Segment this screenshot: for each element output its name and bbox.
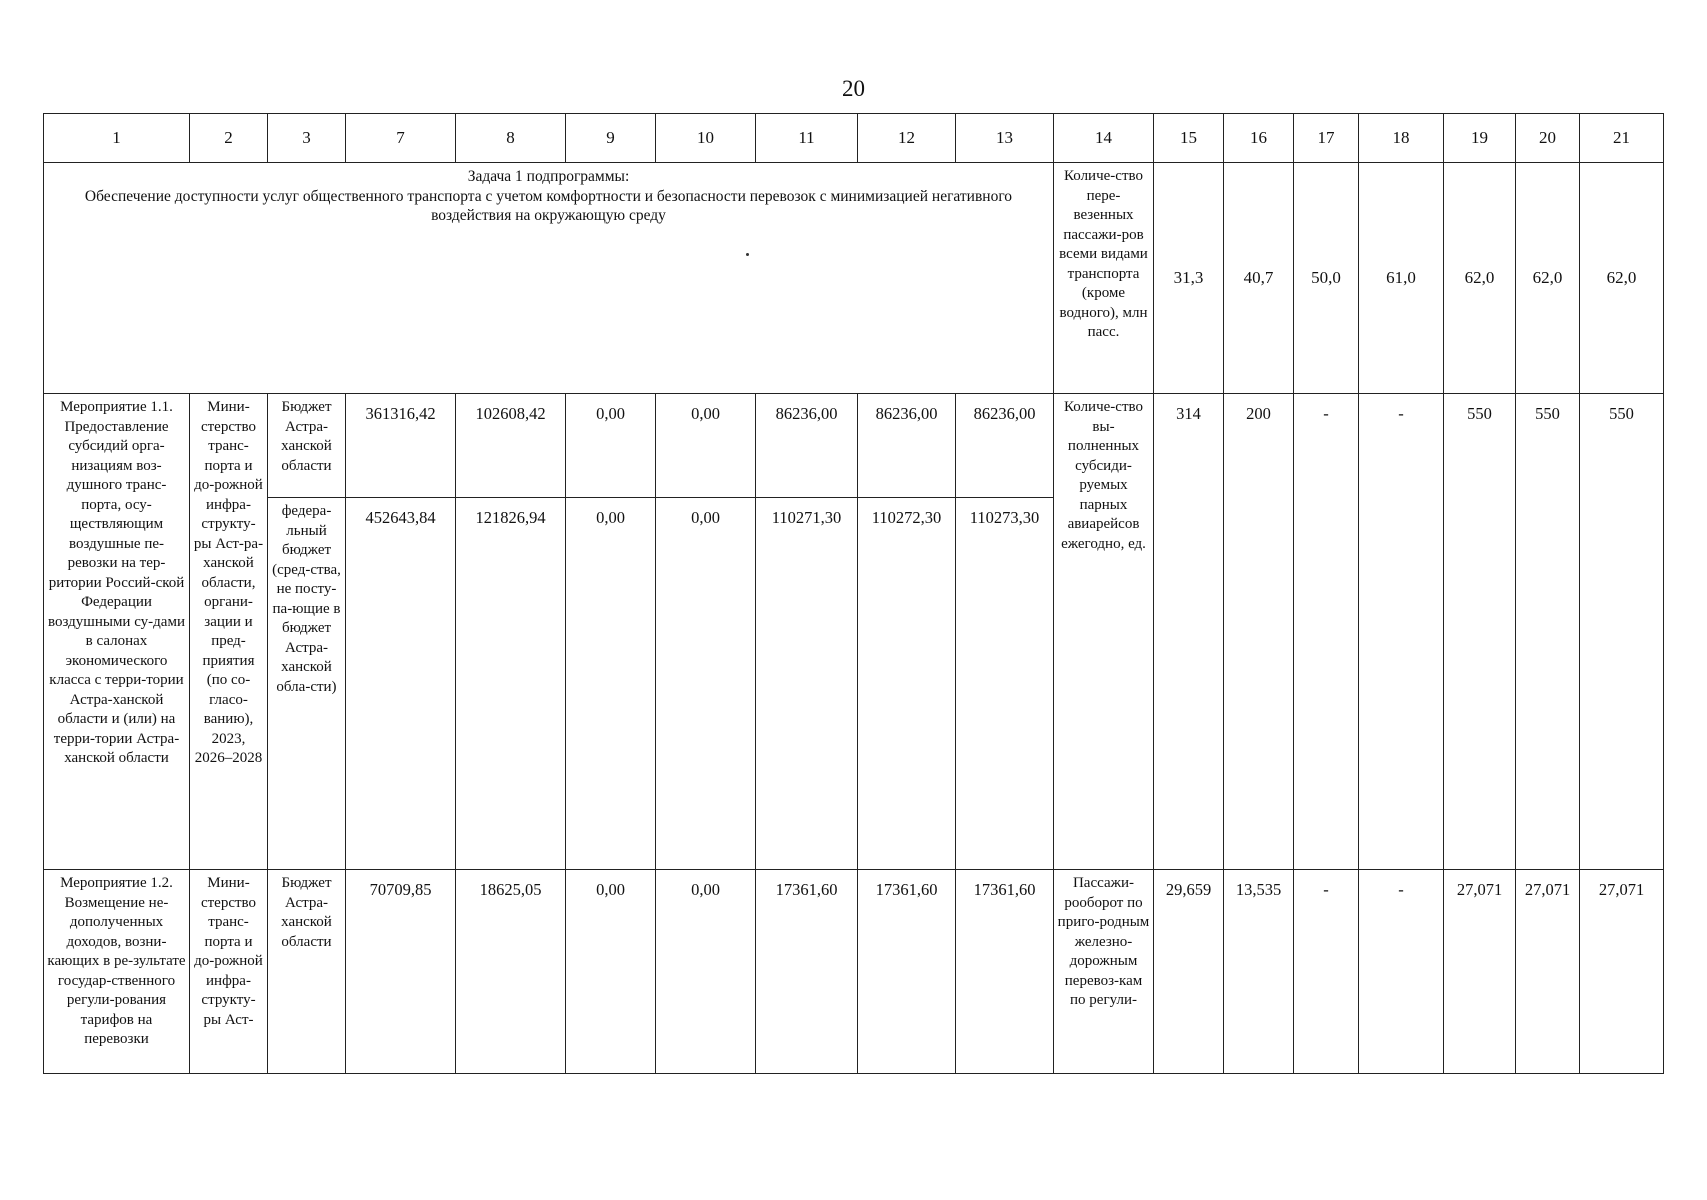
col-header: 19 [1444,114,1516,163]
indicator-value: 27,071 [1580,870,1664,1074]
amount-cell: 86236,00 [858,394,956,498]
indicator-value: 27,071 [1516,870,1580,1074]
task-value: 62,0 [1580,163,1664,394]
amount-cell: 70709,85 [346,870,456,1074]
col-header: 20 [1516,114,1580,163]
amount-cell: 0,00 [656,498,756,870]
amount-cell: 17361,60 [956,870,1054,1074]
indicator-value: 27,071 [1444,870,1516,1074]
col-header: 10 [656,114,756,163]
amount-cell: 361316,42 [346,394,456,498]
measure-1-1-name: Мероприятие 1.1. Предоставление субсидий орга-низациям воз-душного транс-порта, осу-ществляющим воздушные пе-ревозки на тер-ритории Россий-ской Федерации воздушными су-дами в салонах экономического класса с терри-тории Астра-ханской области и (или) на терри-тории Астра-ханской области [44,394,190,870]
col-header: 2 [190,114,268,163]
amount-cell: 17361,60 [858,870,956,1074]
task-value: 61,0 [1359,163,1444,394]
indicator-value: 550 [1580,394,1664,870]
col-header: 17 [1294,114,1359,163]
page-number: 20 [842,76,865,101]
amount-cell: 110273,30 [956,498,1054,870]
measure-1-2-executor: Мини-стерство транс-порта и до-рожной инфра-структу-ры Аст- [190,870,268,1074]
task-indicator: Количе-ство пере-везенных пассажи-ров всеми видами транспорта (кроме водного), млн пасс. [1054,163,1154,394]
amount-cell: 0,00 [566,870,656,1074]
indicator-value: - [1294,394,1359,870]
scan-speck [746,253,749,256]
indicator-value: 550 [1444,394,1516,870]
amount-cell: 452643,84 [346,498,456,870]
col-header: 9 [566,114,656,163]
col-header: 1 [44,114,190,163]
amount-cell: 102608,42 [456,394,566,498]
indicator-value: - [1359,870,1444,1074]
col-header: 11 [756,114,858,163]
indicator-value: 314 [1154,394,1224,870]
indicator-value: 13,535 [1224,870,1294,1074]
indicator-value: - [1294,870,1359,1074]
measure-1-2-name: Мероприятие 1.2. Возмещение не-дополученных доходов, возни-кающих в ре-зультате государ-ственного регули-рования тарифов на перевозки [44,870,190,1074]
amount-cell: 17361,60 [756,870,858,1074]
col-header: 21 [1580,114,1664,163]
amount-cell: 86236,00 [956,394,1054,498]
task-value: 40,7 [1224,163,1294,394]
task-value: 62,0 [1444,163,1516,394]
amount-cell: 0,00 [656,870,756,1074]
indicator-value: - [1359,394,1444,870]
col-header: 14 [1054,114,1154,163]
task-value: 50,0 [1294,163,1359,394]
measure-1-1-indicator: Количе-ство вы-полненных субсиди-руемых парных авиарейсов ежегодно, ед. [1054,394,1154,870]
col-header: 18 [1359,114,1444,163]
program-table [43,113,1664,1074]
col-header: 15 [1154,114,1224,163]
amount-cell: 0,00 [566,394,656,498]
col-header: 13 [956,114,1054,163]
funding-source-regional: Бюджет Астра-ханской области [268,870,346,1074]
col-header: 8 [456,114,566,163]
task-description [44,163,1054,394]
column-number-row [44,114,1664,163]
measure-1-1-regional-row [44,394,1664,498]
amount-cell: 86236,00 [756,394,858,498]
col-header: 16 [1224,114,1294,163]
measure-1-2-row [44,870,1664,1074]
amount-cell: 18625,05 [456,870,566,1074]
amount-cell: 0,00 [656,394,756,498]
task-value: 62,0 [1516,163,1580,394]
col-header: 3 [268,114,346,163]
indicator-value: 29,659 [1154,870,1224,1074]
task-goal: Обеспечение доступности услуг общественного транспорта с учетом комфортности и безопасности перевозок с минимизацией негативного воздействия на окружающую среду [84,187,1013,225]
col-header: 7 [346,114,456,163]
amount-cell: 110272,30 [858,498,956,870]
col-header: 12 [858,114,956,163]
task-row [44,163,1664,394]
task-title: Задача 1 подпрограммы: [467,168,630,185]
measure-1-2-indicator: Пассажи-рооборот по приго-родным железно-дорожным перевоз-кам по регули- [1054,870,1154,1074]
funding-source-federal: федера-льный бюджет (сред-ства, не посту-па-ющие в бюджет Астра-ханской обла-сти) [268,498,346,870]
amount-cell: 121826,94 [456,498,566,870]
indicator-value: 200 [1224,394,1294,870]
amount-cell: 0,00 [566,498,656,870]
task-value: 31,3 [1154,163,1224,394]
indicator-value: 550 [1516,394,1580,870]
amount-cell: 110271,30 [756,498,858,870]
funding-source-regional: Бюджет Астра-ханской области [268,394,346,498]
measure-1-1-executor: Мини-стерство транс-порта и до-рожной инфра-структу-ры Аст-ра-ханской области, органи-зации и пред-приятия (по со-гласо-ванию), 2023, 2026–2028 [190,394,268,870]
